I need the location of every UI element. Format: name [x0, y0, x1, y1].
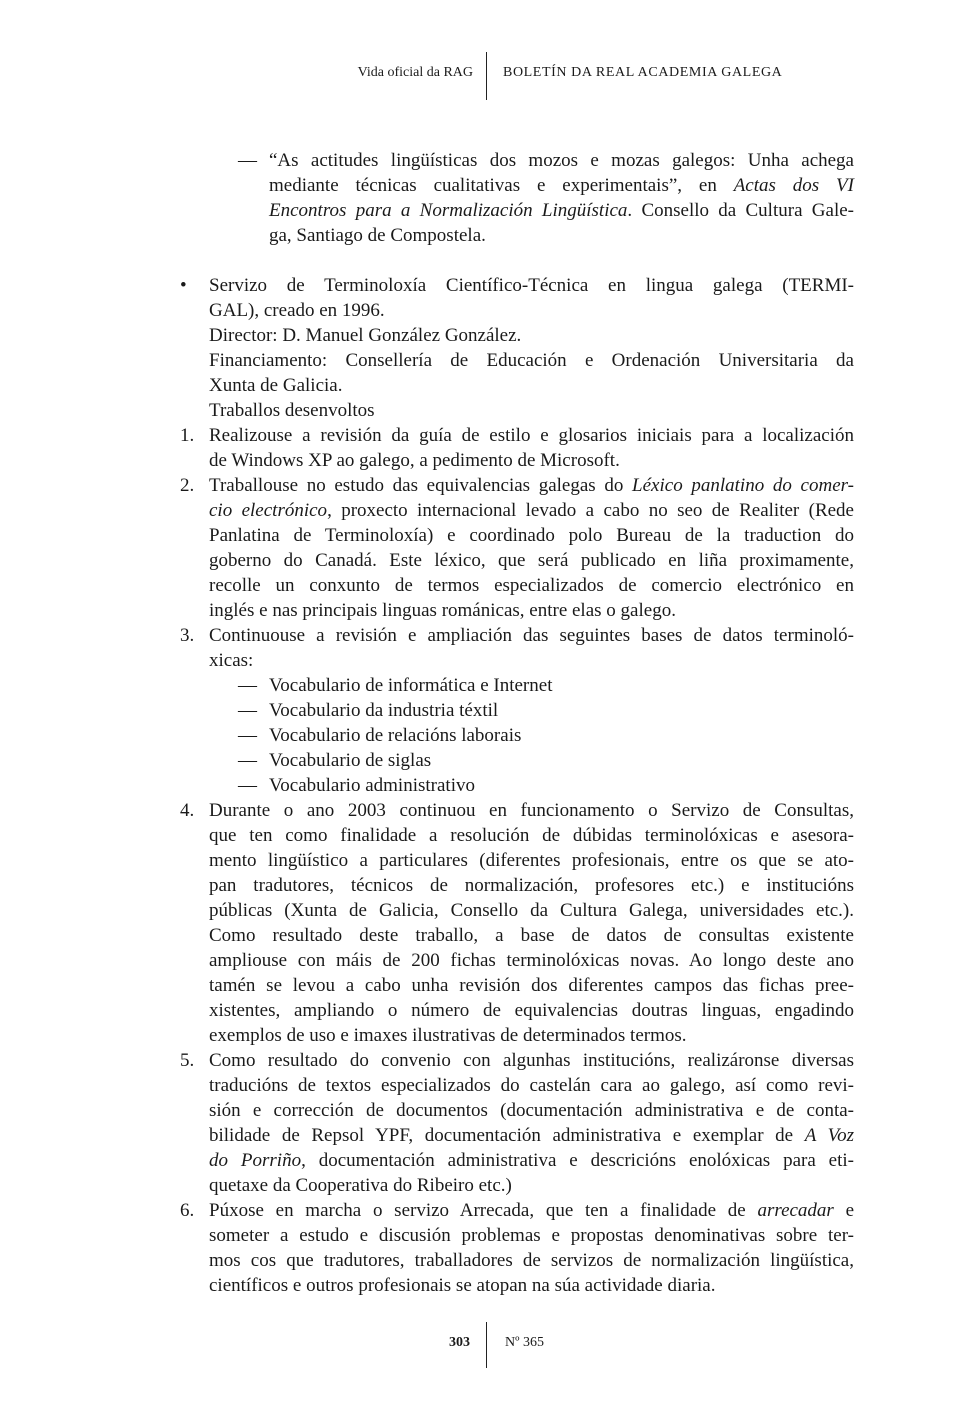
- text-line: Como resultado do convenio con algunhas institucións, realizáronse diversas: [209, 1050, 854, 1071]
- text-line: Panlatina de Terminoloxía) e coordinado polo Bureau de la traduction do: [209, 525, 854, 546]
- text-line: cio electrónico, proxecto internacional levado a cabo no seo de Realiter (Rede: [209, 500, 854, 521]
- text-line: que ten como finalidade a resolución de dúbidas terminolóxicas e asesora-: [209, 825, 854, 846]
- page-number: 303: [449, 1335, 470, 1350]
- database-item: Vocabulario da industria téxtil: [269, 700, 499, 721]
- italic-title: cio electrónico: [209, 500, 328, 521]
- italic-title: Encontros para a Normalización Lingüística: [269, 200, 628, 221]
- em-dash-marker: —: [238, 775, 257, 796]
- item-number: 2.: [180, 475, 195, 496]
- text-line: exemplos de uso e imaxes ilustrativas de determinados termos.: [209, 1025, 687, 1046]
- em-dash-marker: —: [238, 675, 257, 696]
- text-line: inglés e nas principais linguas románicas, entre elas o galego.: [209, 600, 676, 621]
- text-line: de Windows XP ao galego, a pedimento de Microsoft.: [209, 450, 620, 471]
- em-dash-marker: —: [238, 700, 257, 721]
- header-section: Vida oficial da RAG: [357, 65, 473, 80]
- item-number: 4.: [180, 800, 195, 821]
- service-director: Director: D. Manuel González González.: [209, 325, 522, 346]
- works-heading: Traballos desenvoltos: [209, 400, 375, 421]
- em-dash-marker: —: [238, 725, 257, 746]
- service-funding: Financiamento: Consellería de Educación e Ordenación Universitaria da: [209, 350, 854, 371]
- service-title-cont: GAL), creado en 1996.: [209, 300, 385, 321]
- running-header: [0, 52, 975, 100]
- item-number: 5.: [180, 1050, 195, 1071]
- text-line: bilidade de Repsol YPF, documentación administrativa e exemplar de A Voz: [209, 1125, 854, 1146]
- text-line: tamén se levou a cabo unha revisión dos diferentes campos das fichas pree-: [209, 975, 854, 996]
- italic-title: do Porriño: [209, 1150, 302, 1171]
- item-number: 1.: [180, 425, 195, 446]
- italic-title: Actas dos VI: [733, 175, 854, 196]
- bullet-icon: •: [180, 275, 187, 296]
- text-line: científicos e outros profesionais se atopan na súa actividade diaria.: [209, 1275, 716, 1296]
- text-line: Continuouse a revisión e ampliación das seguintes bases de datos terminoló-: [209, 625, 854, 646]
- em-dash-marker: —: [238, 150, 257, 171]
- text-line: recolle un conxunto de termos especializados de comercio electrónico en: [209, 575, 854, 596]
- text-line: Encontros para a Normalización Lingüística. Consello da Cultura Gale-: [269, 200, 854, 221]
- header-divider: [486, 52, 487, 100]
- database-item: Vocabulario de relacións laborais: [269, 725, 522, 746]
- running-footer: [0, 1322, 975, 1368]
- text-line: Realizouse a revisión da guía de estilo e glosarios iniciais para a localización: [209, 425, 854, 446]
- italic-title: Léxico panlatino do comer-: [632, 475, 854, 496]
- text-line: quetaxe da Cooperativa do Ribeiro etc.): [209, 1175, 512, 1196]
- text-line: someter a estudo e discusión problemas e propostas denominativas sobre ter-: [209, 1225, 854, 1246]
- italic-title: A Voz: [804, 1125, 854, 1146]
- text-line: traducións de textos especializados do castelán cara ao galego, así como revi-: [209, 1075, 854, 1096]
- text-line: do Porriño, documentación administrativa e descricións enolóxicas para eti-: [209, 1150, 854, 1171]
- header-journal-title: BOLETÍN DA REAL ACADEMIA GALEGA: [503, 65, 783, 80]
- footer-divider: [486, 1322, 487, 1368]
- database-item: Vocabulario administrativo: [269, 775, 475, 796]
- text-line: xistentes, ampliando o número de equivalencias doutras linguas, engadindo: [209, 1000, 854, 1021]
- service-title: Servizo de Terminoloxía Científico-Técnica en lingua galega (TERMI-: [209, 275, 854, 296]
- text-line: Durante o ano 2003 continuou en funcionamento o Servizo de Consultas,: [209, 800, 854, 821]
- text-line: goberno do Canadá. Este léxico, que será publicado en liña proximamente,: [209, 550, 854, 571]
- text-line: mediante técnicas cualitativas e experimentais”, en Actas dos VI: [269, 175, 854, 196]
- text-line: Púxose en marcha o servizo Arrecada, que ten a finalidade de arrecadar e: [209, 1200, 854, 1221]
- issue-number: Nº 365: [505, 1335, 544, 1350]
- text-line: pan tradutores, técnicos de normalización, profesores etc.) e institucións: [209, 875, 854, 896]
- text-line: ga, Santiago de Compostela.: [269, 225, 486, 246]
- text-line: Como resultado deste traballo, a base de datos de consultas existente: [209, 925, 854, 946]
- service-funding-cont: Xunta de Galicia.: [209, 375, 343, 396]
- database-item: Vocabulario de siglas: [269, 750, 432, 771]
- text-line: ampliouse con máis de 200 fichas terminolóxicas novas. Ao longo deste ano: [209, 950, 854, 971]
- text-line: sión e corrección de documentos (documentación administrativa e de conta-: [209, 1100, 854, 1121]
- text-line: públicas (Xunta de Galicia, Consello da Cultura Galega, universidades etc.).: [209, 900, 854, 921]
- item-number: 3.: [180, 625, 195, 646]
- italic-term: arrecadar: [757, 1200, 834, 1221]
- item-number: 6.: [180, 1200, 195, 1221]
- text-line: mento lingüístico a particulares (diferentes profesionais, entre os que se ato-: [209, 850, 854, 871]
- database-item: Vocabulario de informática e Internet: [269, 675, 553, 696]
- text-line: mos cos que tradutores, traballadores de servizos de normalización lingüística,: [209, 1250, 854, 1271]
- em-dash-marker: —: [238, 750, 257, 771]
- text-line: xicas:: [209, 650, 254, 671]
- text-line: Traballouse no estudo das equivalencias galegas do Léxico panlatino do comer-: [209, 475, 854, 496]
- text-line: “As actitudes lingüísticas dos mozos e mozas galegos: Unha achega: [269, 150, 854, 171]
